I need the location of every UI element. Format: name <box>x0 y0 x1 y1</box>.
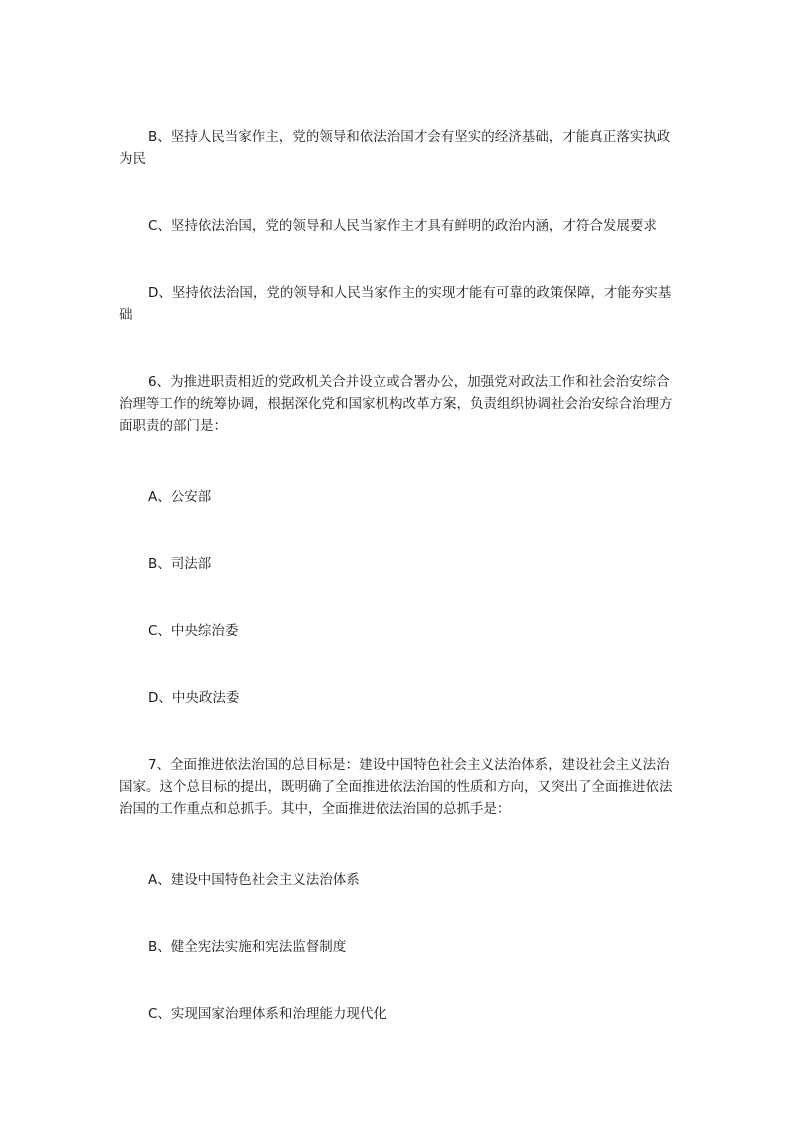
option-b-q6: B、司法部 <box>148 556 212 572</box>
option-a-q7: A、建设中国特色社会主义法治体系 <box>148 872 360 888</box>
option-b-q5: B、坚持人民当家作主，党的领导和依法治国才会有坚实的经济基础，才能真正落实执政为民 <box>119 129 671 167</box>
option-c-q7: C、实现国家治理体系和治理能力现代化 <box>148 1006 387 1022</box>
option-c-q6: C、中央综治委 <box>148 623 239 639</box>
question-7: 7、全面推进依法治国的总目标是：建设中国特色社会主义法治体系，建设社会主义法治国家。这个总目标的提出，既明确了全面推进依法治国的性质和方向，又突出了全面推进依法治国的工作重点和总抓手。其中，全面推进依法治国的总抓手是： <box>119 757 673 817</box>
question-6: 6、为推进职责相近的党政机关合并设立或合署办公，加强党对政法工作和社会治安综合治理等工作的统筹协调，根据深化党和国家机构改革方案，负责组织协调社会治安综合治理方面职责的部门是： <box>119 374 673 434</box>
option-c-q5: C、坚持依法治国，党的领导和人民当家作主才具有鲜明的政治内涵，才符合发展要求 <box>148 218 657 234</box>
option-d-q6: D、中央政法委 <box>148 690 240 706</box>
option-b-q7: B、健全宪法实施和宪法监督制度 <box>148 939 347 955</box>
option-a-q6: A、公安部 <box>148 489 212 505</box>
option-d-q5: D、坚持依法治国，党的领导和人民当家作主的实现才能有可靠的政策保障，才能夯实基础 <box>119 285 672 323</box>
